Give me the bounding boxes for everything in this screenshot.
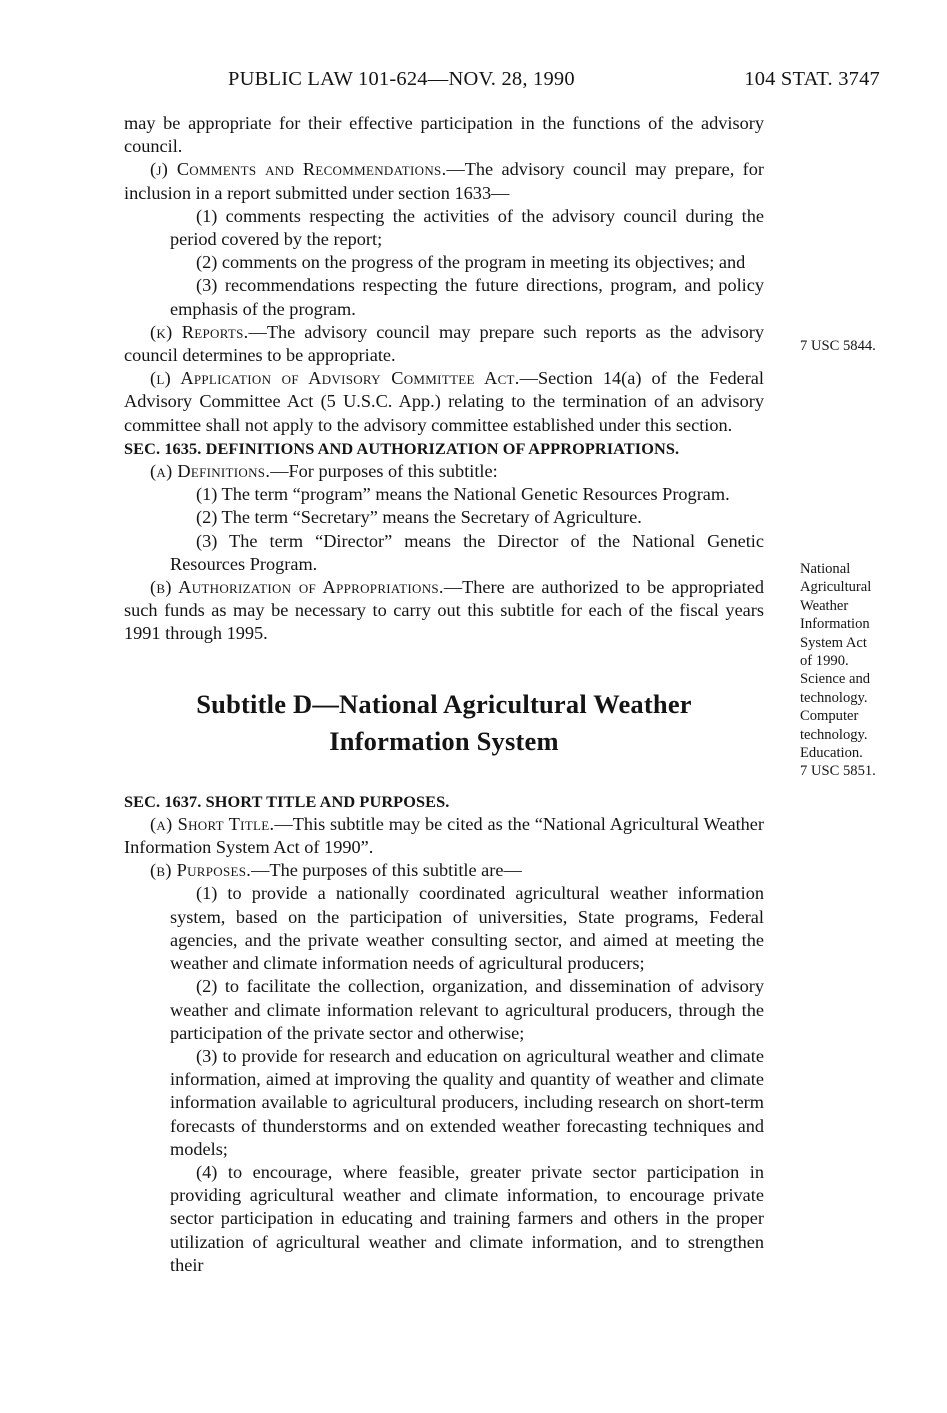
- running-head-left: PUBLIC LAW 101-624—NOV. 28, 1990: [228, 68, 575, 90]
- paragraph-b-label: (b) Authorization of Appropriations.: [150, 577, 444, 598]
- paragraph-l-label: (l) Application of Advisory Committee Act.: [150, 368, 520, 389]
- margin-note-act-line-1: National: [800, 561, 851, 577]
- paragraph-k-label: (k) Reports.: [150, 321, 249, 342]
- margin-note-subject-line-2: technology.: [800, 689, 868, 706]
- margin-note-subject-line-3: Computer: [800, 708, 859, 725]
- paragraph-short-title-label: (a) Short Title.: [150, 813, 275, 834]
- list-item-a2: (2) The term “Secretary” means the Secretary of Agriculture.: [196, 507, 642, 528]
- section-heading-1637: SEC. 1637. SHORT TITLE AND PURPOSES.: [124, 791, 450, 811]
- main-text-column: [124, 112, 764, 1277]
- margin-note-act-line-3: Weather: [800, 597, 849, 614]
- paragraph-k: [124, 321, 764, 367]
- list-item-p4: (4) to encourage, where feasible, greater private sector participation in providing agricultural weather and climate information, to encourage private sector participation in educating and training farmers and others in the proper utilization of agricultural weather and climate information, and to strengthen their: [170, 1161, 764, 1275]
- paragraph-l-text: —Section 14(a) of the Federal Advisory Committee Act (5 U.S.C. App.) relating to the termination of an advisory committee shall not apply to the advisory committee established under this section.: [124, 368, 764, 435]
- paragraph-short-title: [124, 813, 764, 859]
- list-item-a3: (3) The term “Director” means the Director of the National Genetic Resources Program.: [170, 530, 764, 574]
- margin-note-subject-line-5: Education.: [800, 745, 863, 762]
- running-head-right: 104 STAT. 3747: [744, 68, 880, 90]
- section-heading-1635: SEC. 1635. DEFINITIONS AND AUTHORIZATION OF APPROPRIATIONS.: [124, 438, 680, 458]
- margin-note-act-line-6: of 1990.: [800, 653, 849, 670]
- paragraph-continuation: may be appropriate for their effective participation in the functions of the advisory council.: [124, 113, 764, 157]
- paragraph-purposes: [124, 859, 764, 882]
- list-item-j2: (2) comments on the progress of the program in meeting its objectives; and: [196, 252, 746, 273]
- margin-note-subject-line-4: technology.: [800, 726, 868, 743]
- paragraph-j-label: (j) Comments and Recommendations.: [150, 159, 447, 180]
- paragraph-short-title-text: —This subtitle may be cited as the “National Agricultural Weather Information System Act of 1990”.: [124, 813, 764, 858]
- subtitle-heading-line-1: Subtitle D—National Agricultural Weather: [196, 688, 692, 719]
- paragraph-b-text: —There are authorized to be appropriated such funds as may be necessary to carry out this subtitle for each of the fiscal years 1991 through 1995.: [124, 577, 764, 644]
- list-item-p1: (1) to provide a nationally coordinated agricultural weather information system, based on the participation of universities, State programs, Federal agencies, and the private weather consulting sector, and aimed at meeting the weather and climate information needs of agricultural producers;: [170, 883, 764, 974]
- list-item-a1: (1) The term “program” means the National Genetic Resources Program.: [196, 484, 730, 505]
- margin-note-act-line-2: Agricultural: [800, 579, 872, 596]
- list-item-p2: (2) to facilitate the collection, organization, and dissemination of advisory weather and climate information relevant to agricultural producers, through the participation of the private sector and otherwise;: [170, 976, 764, 1043]
- margin-note-act-line-5: System Act: [800, 634, 867, 651]
- subtitle-heading: [124, 686, 764, 760]
- list-item-p3: (3) to provide for research and education on agricultural weather and climate information, aimed at improving the quality and quantity of weather and climate information available to agricultural producers, including research on short-term forecasts of thunderstorms and on extended weather forecasting techniques and models;: [170, 1045, 764, 1159]
- paragraph-b-authorization: [124, 576, 764, 646]
- paragraph-k-text: —The advisory council may prepare such reports as the advisory council determines to be appropriate.: [124, 321, 764, 366]
- paragraph-purposes-label: (b) Purposes.: [150, 860, 252, 881]
- margin-note-block: [800, 560, 945, 781]
- subtitle-heading-line-2: Information System: [329, 725, 559, 756]
- margin-note-subject-line-1: Science and: [800, 671, 871, 688]
- margin-note-usc-5844: 7 USC 5844.: [800, 338, 876, 354]
- list-item-j1: (1) comments respecting the activities of the advisory council during the period covered by the report;: [170, 205, 764, 250]
- paragraph-a-definitions: [124, 460, 764, 483]
- margin-note-act-line-4: Information: [800, 616, 870, 633]
- paragraph-j: [124, 158, 764, 204]
- paragraph-a-text: —For purposes of this subtitle:: [270, 461, 498, 482]
- paragraph-j-text: —The advisory council may prepare, for inclusion in a report submitted under section 1633—: [124, 159, 764, 203]
- list-item-j3: (3) recommendations respecting the future directions, program, and policy emphasis of the program.: [170, 275, 764, 319]
- margin-note-usc-5851: 7 USC 5851.: [800, 763, 876, 780]
- paragraph-a-label: (a) Definitions.: [150, 461, 271, 482]
- paragraph-l: [124, 367, 764, 437]
- paragraph-purposes-text: —The purposes of this subtitle are—: [251, 860, 522, 881]
